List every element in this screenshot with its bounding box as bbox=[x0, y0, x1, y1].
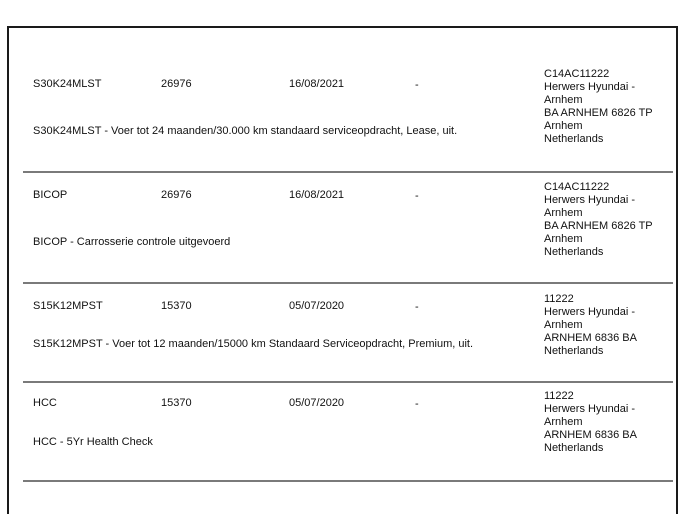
service-description: HCC - 5Yr Health Check bbox=[33, 436, 153, 448]
dealer-line: C14AC11222 bbox=[544, 68, 610, 80]
dealer-address bbox=[544, 68, 674, 146]
service-code: S15K12MPST bbox=[33, 300, 103, 312]
dealer-line: C14AC11222 bbox=[544, 181, 610, 193]
mileage: 15370 bbox=[161, 397, 192, 409]
mileage: 26976 bbox=[161, 189, 192, 201]
service-record bbox=[9, 28, 676, 173]
service-description: S15K12MPST - Voer tot 12 maanden/15000 km Standaard Serviceopdracht, Premium, uit. bbox=[33, 338, 474, 350]
empty-value: - bbox=[415, 301, 419, 313]
service-code: BICOP bbox=[33, 189, 68, 201]
dealer-line: Herwers Hyundai - bbox=[544, 81, 636, 93]
service-code: HCC bbox=[33, 397, 57, 409]
dealer-line: 11222 bbox=[544, 390, 574, 402]
dealer-line: Arnhem bbox=[544, 319, 583, 331]
dealer-line: ARNHEM 6836 BA bbox=[544, 332, 637, 344]
dealer-line: ARNHEM 6836 BA bbox=[544, 429, 637, 441]
dealer-line: Netherlands bbox=[544, 133, 604, 145]
dealer-line: Herwers Hyundai - bbox=[544, 306, 636, 318]
dealer-line: 11222 bbox=[544, 293, 574, 305]
mileage: 26976 bbox=[161, 78, 192, 90]
service-record bbox=[9, 173, 676, 284]
dealer-address bbox=[544, 390, 674, 455]
empty-value: - bbox=[415, 398, 419, 410]
dealer-line: Arnhem bbox=[544, 233, 583, 245]
dealer-line: Arnhem bbox=[544, 120, 583, 132]
service-date: 05/07/2020 bbox=[289, 300, 345, 312]
dealer-line: Arnhem bbox=[544, 207, 583, 219]
dealer-line: Arnhem bbox=[544, 416, 583, 428]
empty-value: - bbox=[415, 79, 419, 91]
service-description: BICOP - Carrosserie controle uitgevoerd bbox=[33, 236, 231, 248]
row-divider bbox=[23, 480, 673, 482]
service-record bbox=[9, 383, 676, 482]
dealer-line: Netherlands bbox=[544, 442, 604, 454]
service-description: S30K24MLST - Voer tot 24 maanden/30.000 km standaard serviceopdracht, Lease, uit. bbox=[33, 125, 458, 137]
dealer-line: BA ARNHEM 6826 TP bbox=[544, 220, 653, 232]
service-date: 16/08/2021 bbox=[289, 78, 345, 90]
service-date: 05/07/2020 bbox=[289, 397, 345, 409]
dealer-line: Netherlands bbox=[544, 246, 604, 258]
dealer-address bbox=[544, 293, 674, 358]
service-history-sheet bbox=[7, 26, 678, 514]
empty-value: - bbox=[415, 190, 419, 202]
service-record bbox=[9, 284, 676, 383]
dealer-line: Netherlands bbox=[544, 345, 604, 357]
dealer-line: Herwers Hyundai - bbox=[544, 194, 636, 206]
mileage: 15370 bbox=[161, 300, 192, 312]
service-date: 16/08/2021 bbox=[289, 189, 345, 201]
dealer-address bbox=[544, 181, 674, 259]
dealer-line: Arnhem bbox=[544, 94, 583, 106]
service-code: S30K24MLST bbox=[33, 78, 102, 90]
dealer-line: Herwers Hyundai - bbox=[544, 403, 636, 415]
dealer-line: BA ARNHEM 6826 TP bbox=[544, 107, 653, 119]
